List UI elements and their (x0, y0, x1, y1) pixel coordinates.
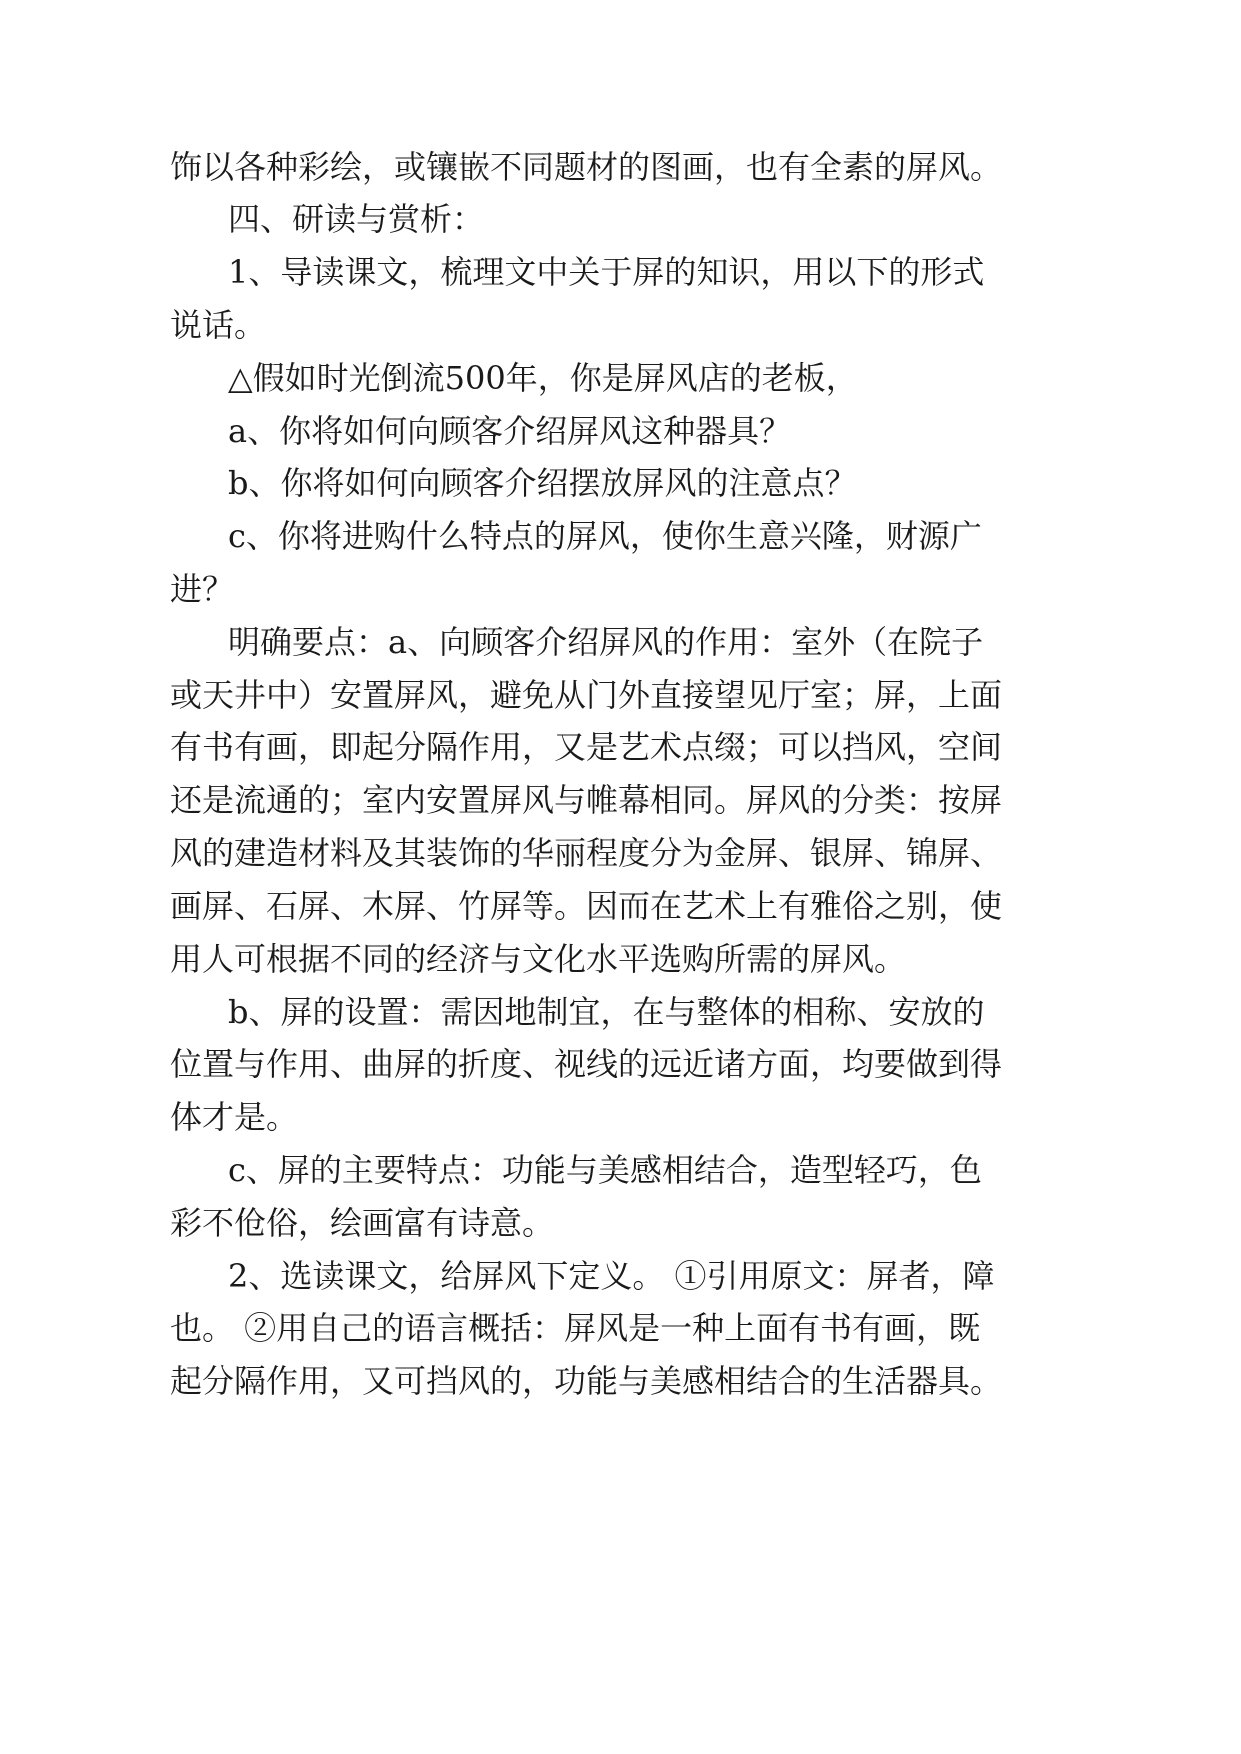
text-line: 位置与作用、曲屏的折度、视线的远近诸方面，均要做到得 (170, 1045, 1003, 1083)
text-line: 明确要点：a、向顾客介绍屏风的作用：室外（在院子 (228, 623, 984, 661)
text-line: 起分隔作用，又可挡风的，功能与美感相结合的生活器具。 (170, 1362, 1003, 1400)
text-line: 说话。 (170, 306, 267, 344)
text-line: a、你将如何向顾客介绍屏风这种器具？ (228, 412, 792, 450)
text-line: 饰以各种彩绘，或镶嵌不同题材的图画，也有全素的屏风。 (170, 148, 1003, 186)
text-line: △假如时光倒流500年，你是屏风店的老板， (228, 359, 858, 397)
text-line: 画屏、石屏、木屏、竹屏等。因而在艺术上有雅俗之别，使 (170, 887, 1003, 925)
text-line: 2、选读课文，给屏风下定义。 ①引用原文：屏者，障 (228, 1257, 995, 1295)
text-line: 进？ (170, 570, 235, 608)
text-line: 1、导读课文，梳理文中关于屏的知识，用以下的形式 (228, 253, 985, 291)
text-line: 体才是。 (170, 1098, 299, 1136)
text-line: 用人可根据不同的经济与文化水平选购所需的屏风。 (170, 940, 907, 978)
section-heading: 四、研读与赏析： (228, 200, 485, 238)
text-line: 彩不伧俗，绘画富有诗意。 (170, 1204, 555, 1242)
text-line: 有书有画，即起分隔作用，又是艺术点缀；可以挡风，空间 (170, 728, 1003, 766)
text-line: 风的建造材料及其装饰的华丽程度分为金屏、银屏、锦屏、 (170, 834, 1003, 872)
text-line: b、屏的设置：需因地制宜，在与整体的相称、安放的 (228, 993, 985, 1031)
text-line: b、你将如何向顾客介绍摆放屏风的注意点？ (228, 464, 857, 502)
text-line: 还是流通的；室内安置屏风与帷幕相同。屏风的分类：按屏 (170, 781, 1003, 819)
text-line: 也。 ②用自己的语言概括：屏风是一种上面有书有画，既 (170, 1309, 981, 1347)
text-line: c、屏的主要特点：功能与美感相结合，造型轻巧，色 (228, 1151, 982, 1189)
text-line: c、你将进购什么特点的屏风，使你生意兴隆，财源广 (228, 517, 982, 555)
text-line: 或天井中）安置屏风，避免从门外直接望见厅室；屏，上面 (170, 676, 1003, 714)
